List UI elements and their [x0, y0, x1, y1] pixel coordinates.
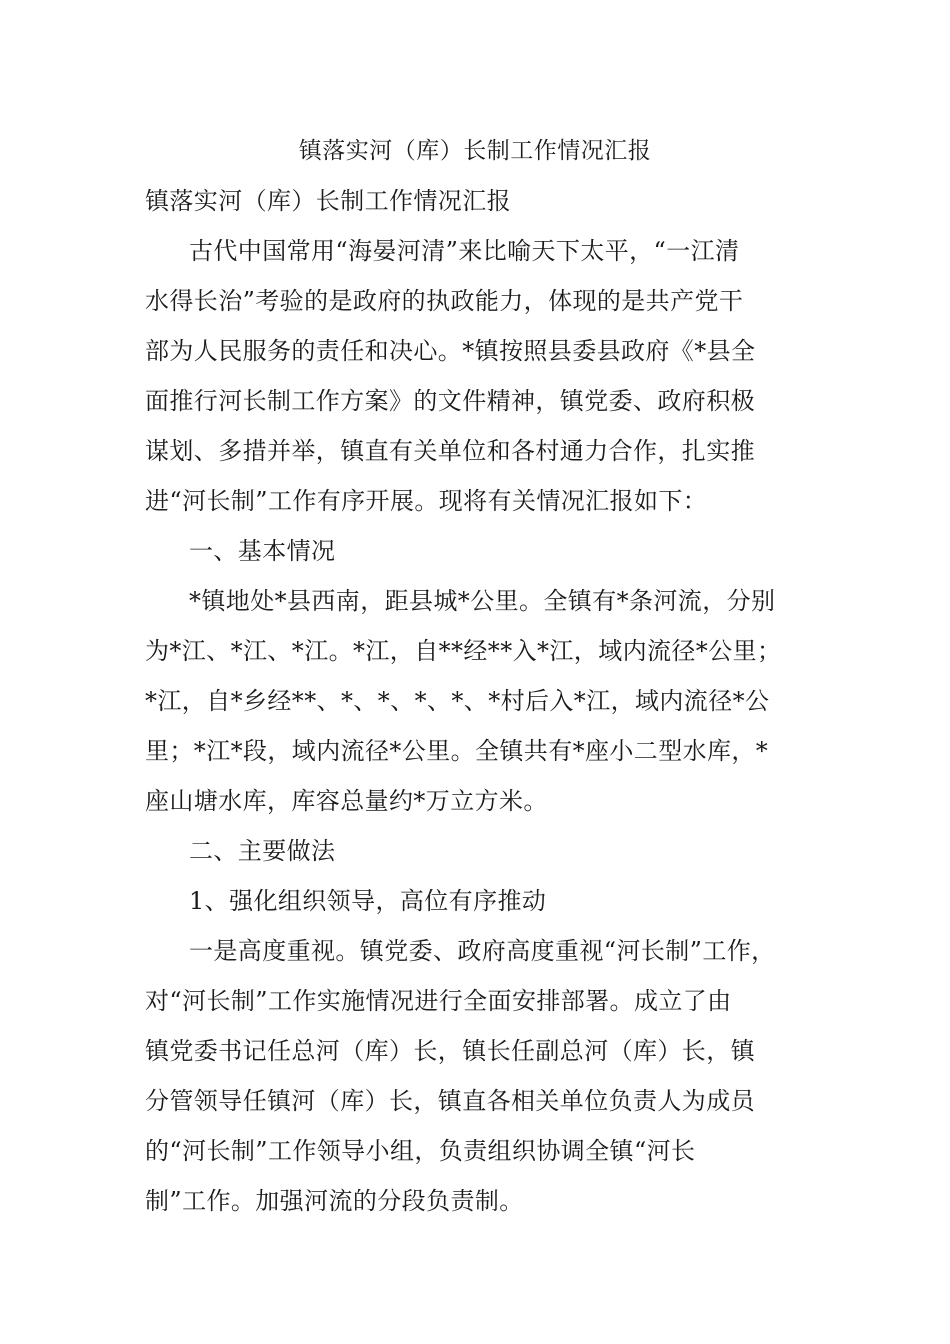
practice-line-3: 镇党委书记任总河（库）长，镇长任副总河（库）长，镇 — [145, 1037, 755, 1065]
intro-line-1: 古代中国常用“海晏河清”来比喻天下太平，“一江清 — [189, 237, 740, 265]
document-title: 镇落实河（库）长制工作情况汇报 — [298, 138, 652, 164]
intro-line-2: 水得长治”考验的是政府的执政能力，体现的是共产党干 — [145, 287, 744, 315]
basic-line-1: *镇地处*县西南，距县城*公里。全镇有*条河流，分别 — [189, 587, 776, 615]
intro-line-5: 谋划、多措并举，镇直有关单位和各村通力合作，扎实推 — [145, 437, 755, 465]
document-body — [145, 183, 820, 1233]
intro-line-6: 进“河长制”工作有序开展。现将有关情况汇报如下： — [145, 487, 708, 515]
practice-line-2: 对“河长制”工作实施情况进行全面安排部署。成立了由 — [145, 987, 732, 1015]
basic-line-3: *江，自*乡经**、*、*、*、*、*村后入*江，域内流径*公 — [145, 687, 770, 715]
practice-line-6: 制”工作。加强河流的分段负责制。 — [145, 1187, 524, 1215]
intro-line-3: 部为人民服务的责任和决心。*镇按照县委县政府《*县全 — [145, 337, 756, 365]
section-heading-practices: 二、主要做法 — [189, 837, 336, 865]
intro-line-4: 面推行河长制工作方案》的文件精神，镇党委、政府积极 — [145, 387, 755, 415]
subsection-heading-1: 1、强化组织领导，高位有序推动 — [189, 887, 547, 915]
practice-line-1: 一是高度重视。镇党委、政府高度重视“河长制”工作， — [189, 937, 776, 965]
basic-line-4: 里；*江*段，域内流径*公里。全镇共有*座小二型水库，* — [145, 737, 769, 765]
practice-line-4: 分管领导任镇河（库）长，镇直各相关单位负责人为成员 — [145, 1087, 755, 1115]
section-heading-basic: 一、基本情况 — [189, 537, 336, 565]
basic-line-5: 座山塘水库，库容总量约*万立方米。 — [145, 787, 548, 815]
basic-line-2: 为*江、*江、*江。*江，自**经**入*江，域内流径*公里； — [145, 637, 782, 665]
practice-line-5: 的“河长制”工作领导小组，负责组织协调全镇“河长 — [145, 1137, 696, 1165]
document-subtitle: 镇落实河（库）长制工作情况汇报 — [145, 187, 511, 215]
